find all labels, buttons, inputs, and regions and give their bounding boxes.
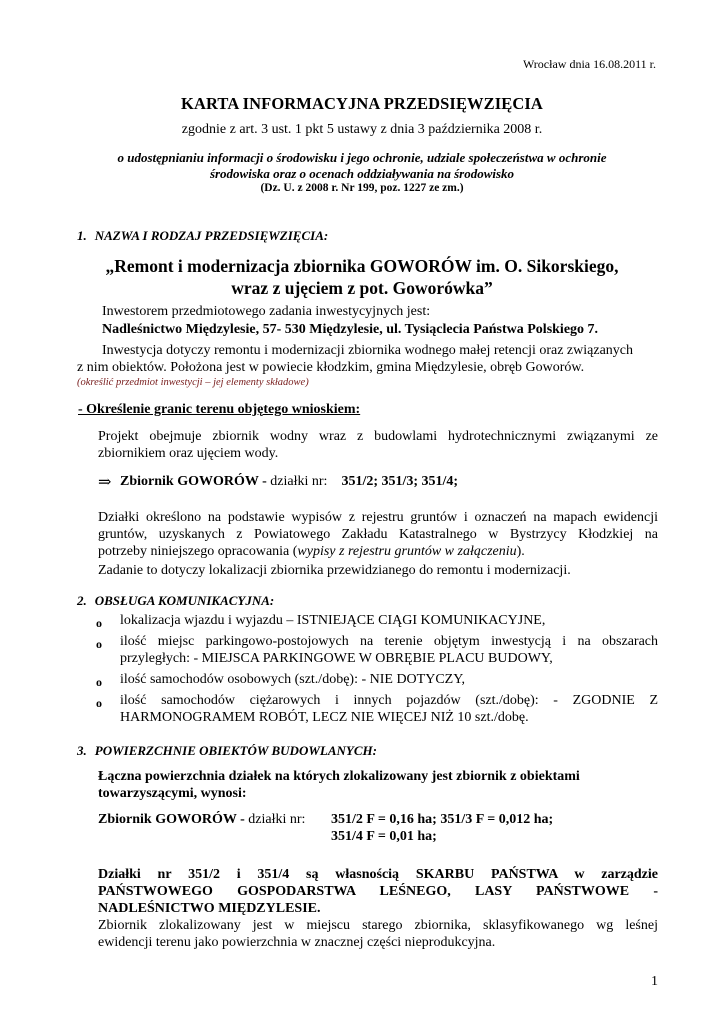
list-item: lokalizacja wjazdu i wyjazdu – ISTNIEJĄCE CIĄGI KOMUNIKACYJNE, xyxy=(120,613,546,628)
document-date: Wrocław dnia 16.08.2011 r. xyxy=(522,57,656,71)
area-intro-line-2: towarzyszącymi, wynosi: xyxy=(98,786,247,801)
section-2-title: OBSŁUGA KOMUNIKACYJNA: xyxy=(94,593,275,608)
right-arrow-icon: ⇒ xyxy=(98,474,112,491)
section-1-title: NAZWA I RODZAJ PRZEDSIĘWZIĘCIA: xyxy=(94,228,329,243)
section-2-number: 2. xyxy=(77,593,87,608)
task-line: Zadanie to dotyczy lokalizacji zbiornika przewidzianego do remontu i modernizacji. xyxy=(98,563,571,578)
location-line-1: Zbiornik zlokalizowany jest w miejscu starego zbiornika, sklasyfikowanego wg leśnej xyxy=(98,918,658,933)
page-number: 1 xyxy=(651,974,658,989)
list-item: ilość samochodów ciężarowych i innych pojazdów (szt./dobę): - ZGODNIE Z xyxy=(120,693,658,708)
reservoir-plots-line xyxy=(120,474,458,490)
project-title-line-2: wraz z ujęciem z pot. Goworówka” xyxy=(231,278,493,298)
investor-intro: Inwestorem przedmiotowego zadania inwestycyjnych jest: xyxy=(102,304,431,319)
investor-name: Nadleśnictwo Międzylesie, 57- 530 Międzylesie, ul. Tysiąclecia Państwa Polskiego 7. xyxy=(102,322,599,337)
plots-desc-line-3-italic: wypisy z rejestru gruntów w załączeniu xyxy=(297,544,517,559)
plots-desc-line-3-start: potrzeby niniejszego opracowania ( xyxy=(98,544,298,559)
area-reservoir-label: Zbiornik GOWORÓW - xyxy=(98,812,245,827)
plots-desc-line-1: Działki określono na podstawie wypisów z rejestru gruntów i oznaczeń na mapach ewidencji xyxy=(98,510,658,525)
bullet-icon: o xyxy=(96,675,102,689)
plots-desc-line-3-end: ). xyxy=(516,544,525,559)
area-intro-line-1: Łączna powierzchnia działek na których zlokalizowany jest zbiornik z obiektami xyxy=(98,769,580,784)
project-title-line-1: „Remont i modernizacja zbiornika GOWORÓW im. O. Sikorskiego, xyxy=(105,256,619,276)
legal-basis-line-1: o udostępnianiu informacji o środowisku i jego ochronie, udziale społeczeństwa w ochronie xyxy=(117,150,607,165)
list-item-continuation: HARMONOGRAMEM ROBÓT, LECZ NIE WIĘCEJ NIŻ 10 szt./dobę. xyxy=(120,710,529,725)
ownership-line-2: PAŃSTWOWEGO GOSPODARSTWA LEŚNEGO, LASY PAŃSTWOWE - xyxy=(98,884,658,899)
section-3-title: POWIERZCHNIE OBIEKTÓW BUDOWLANYCH: xyxy=(94,743,377,758)
bullet-icon: o xyxy=(96,637,102,651)
plots-values: 351/2; 351/3; 351/4; xyxy=(341,474,459,489)
list-item: ilość miejsc parkingowo-postojowych na terenie objętym inwestycją i na obszarach xyxy=(120,634,658,649)
ownership-line-3: NADLEŚNICTWO MIĘDZYLESIE. xyxy=(98,901,321,916)
investment-desc-note: (określić przedmiot inwestycji – jej elementy składowe) xyxy=(77,377,309,388)
ownership-line-1: Działki nr 351/2 i 351/4 są własnością SKARBU PAŃSTWA w zarządzie xyxy=(98,867,658,882)
legal-reference: (Dz. U. z 2008 r. Nr 199, poz. 1227 ze zm.) xyxy=(260,182,464,194)
bullet-icon: o xyxy=(96,616,102,630)
section-2-heading xyxy=(77,593,274,609)
area-reservoir-line xyxy=(98,812,305,828)
legal-basis-line-2: środowiska oraz o ocenach oddziaływania na środowisko xyxy=(209,166,515,181)
document-subtitle: zgodnie z art. 3 ust. 1 pkt 5 ustawy z dnia 3 października 2008 r. xyxy=(181,122,543,137)
area-values-line-2: 351/4 F = 0,01 ha; xyxy=(331,829,437,844)
location-line-2: ewidencji terenu jako powierzchnia w znacznej części nieprodukcyjna. xyxy=(98,935,496,950)
scope-line-1: Projekt obejmuje zbiornik wodny wraz z budowlami hydrotechnicznymi związanymi ze xyxy=(98,429,658,444)
bullet-icon: o xyxy=(96,696,102,710)
area-boundary-subheading: - Określenie granic terenu objętego wnioskiem: xyxy=(78,402,361,417)
list-item-continuation: przyległych: - MIEJSCA PARKINGOWE W OBRĘBIE PLACU BUDOWY, xyxy=(120,651,553,666)
area-values-line-1: 351/2 F = 0,16 ha; 351/3 F = 0,012 ha; xyxy=(331,812,554,827)
document-title: KARTA INFORMACYJNA PRZEDSIĘWZIĘCIA xyxy=(181,94,543,113)
plots-label: działki nr: xyxy=(266,474,328,489)
reservoir-label: Zbiornik GOWORÓW - xyxy=(120,474,267,489)
investment-desc-line-1: Inwestycja dotyczy remontu i modernizacji zbiornika wodnego małej retencji oraz związanych xyxy=(102,343,634,358)
list-item: ilość samochodów osobowych (szt./dobę): - NIE DOTYCZY, xyxy=(120,672,466,687)
area-plots-label: działki nr: xyxy=(244,812,306,827)
section-1-heading xyxy=(77,228,328,244)
plots-desc-line-3 xyxy=(98,544,525,560)
investment-desc-line-2: z nim obiektów. Położona jest w powiecie kłodzkim, gmina Międzylesie, obręb Goworów. xyxy=(77,360,585,375)
section-3-heading xyxy=(77,743,377,759)
section-3-number: 3. xyxy=(77,743,87,758)
plots-desc-line-2: gruntów, uzyskanych z Powiatowego Zakładu Katastralnego w Bystrzycy Kłodzkiej na xyxy=(98,527,658,542)
section-1-number: 1. xyxy=(77,228,87,243)
scope-line-2: zbiornikiem oraz ujęciem wody. xyxy=(98,446,279,461)
